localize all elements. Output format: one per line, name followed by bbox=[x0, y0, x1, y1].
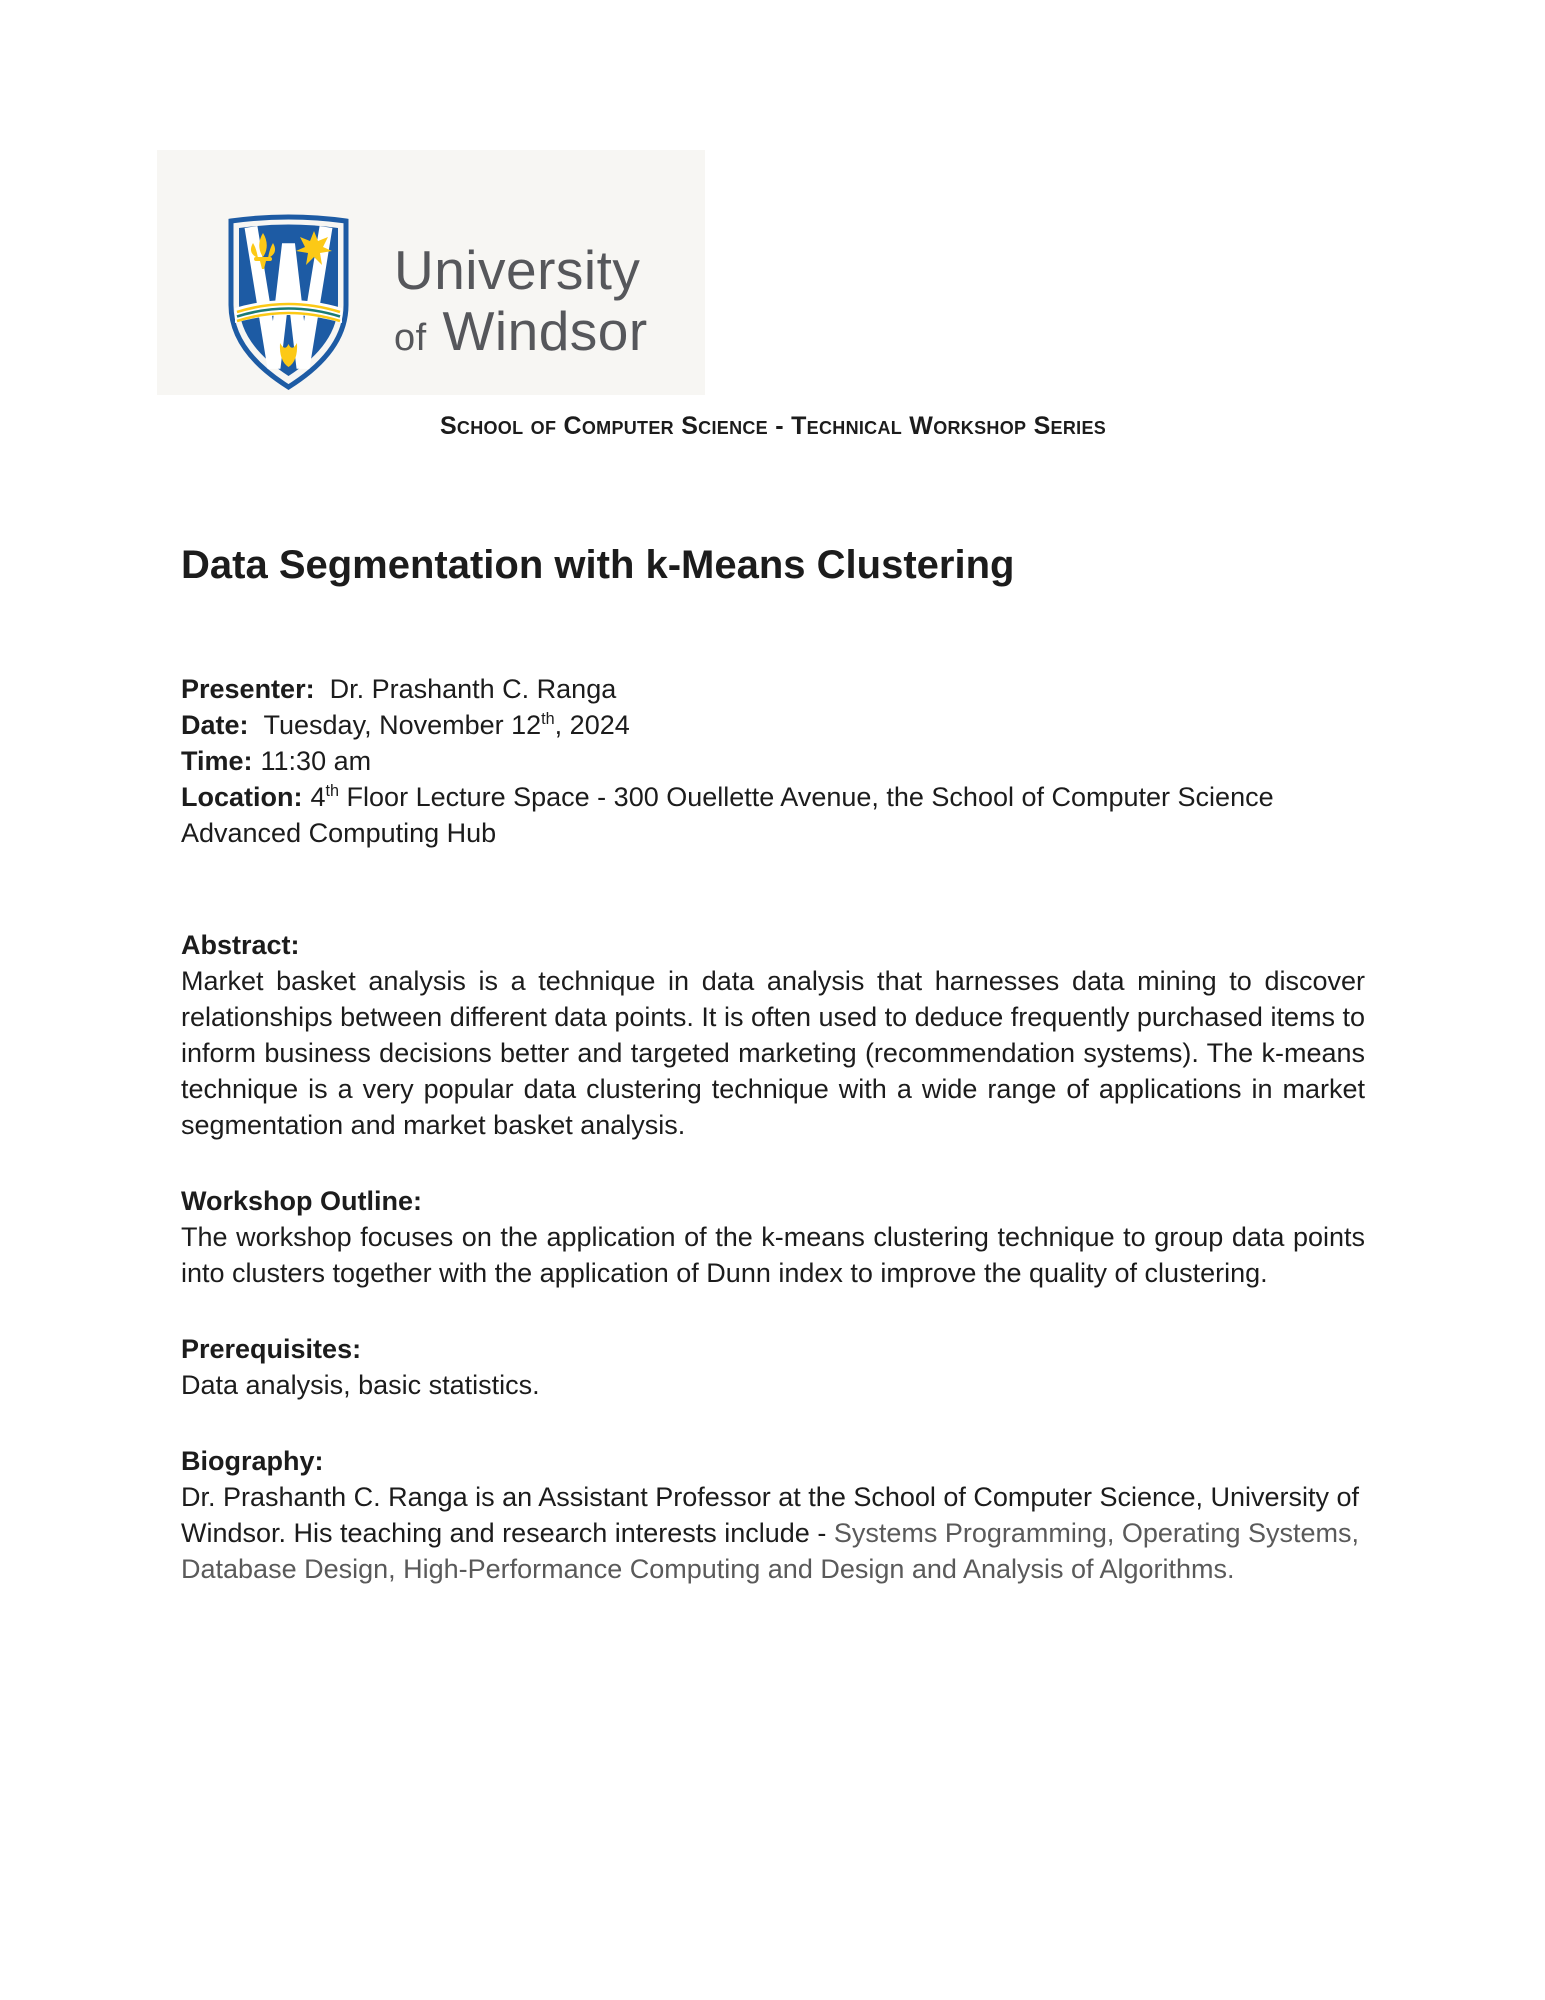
presenter-label: Presenter: bbox=[181, 674, 315, 704]
time-line bbox=[181, 743, 1365, 779]
date-line bbox=[181, 707, 1365, 743]
time-label: Time: bbox=[181, 746, 253, 776]
biography-primary-text: Dr. Prashanth C. Ranga is an Assistant Professor at the School of Computer Science, University of Windsor. His teaching and research interests include - bbox=[181, 1482, 1360, 1548]
biography-heading: Biography: bbox=[181, 1446, 324, 1476]
location-value-rest: Floor Lecture Space - 300 Ouellette Avenue, the School of Computer Science Advanced Computing Hub bbox=[181, 782, 1274, 848]
presenter-value: Dr. Prashanth C. Ranga bbox=[329, 674, 617, 704]
logo-wordmark-line2 bbox=[394, 300, 648, 369]
location-value-start: 4 bbox=[310, 782, 326, 812]
abstract-heading: Abstract: bbox=[181, 930, 300, 960]
logo-wordmark-line1: University bbox=[394, 239, 641, 301]
prerequisites-heading: Prerequisites: bbox=[181, 1334, 362, 1364]
university-of-windsor-logo bbox=[157, 150, 705, 395]
location-ordinal-superscript: th bbox=[325, 782, 340, 800]
workshop-series-subtitle: School of Computer Science - Technical Workshop Series bbox=[439, 412, 1107, 440]
date-year: , 2024 bbox=[554, 710, 630, 740]
presenter-line bbox=[181, 671, 1365, 707]
event-details bbox=[181, 671, 1365, 851]
date-ordinal-superscript: th bbox=[541, 710, 555, 728]
location-label: Location: bbox=[181, 782, 303, 812]
date-label: Date: bbox=[181, 710, 249, 740]
biography-secondary-text: Systems Programming, Operating Systems, Database Design, High-Performance Computing and Design and Analysis of Algorithms. bbox=[181, 1518, 1359, 1584]
date-value: Tuesday, November 12 bbox=[263, 710, 542, 740]
workshop-title: Data Segmentation with k-Means Clustering bbox=[181, 543, 1015, 587]
workshop-outline-heading: Workshop Outline: bbox=[181, 1186, 422, 1216]
prerequisites-body: Data analysis, basic statistics. bbox=[181, 1370, 540, 1400]
abstract-body: Market basket analysis is a technique in data analysis that harnesses data mining to discover relationships between different data points. It is often used to deduce frequently purchased items to inform business decisions better and targeted marketing (recommendation systems). The k-means technique is a very popular data clustering technique with a wide range of applications in market segmentation and market basket analysis. bbox=[181, 966, 1365, 1140]
university-shield-icon bbox=[225, 210, 352, 392]
location-line bbox=[181, 779, 1365, 851]
logo-wordmark-of: of bbox=[394, 317, 427, 359]
workshop-outline-body: The workshop focuses on the application of the k-means clustering technique to group data points into clusters together with the application of Dunn index to improve the quality of clustering. bbox=[181, 1222, 1365, 1288]
biography-body bbox=[181, 1479, 1365, 1587]
logo-wordmark bbox=[394, 240, 648, 369]
logo-wordmark-windsor: Windsor bbox=[442, 300, 648, 362]
time-value: 11:30 am bbox=[260, 746, 372, 776]
